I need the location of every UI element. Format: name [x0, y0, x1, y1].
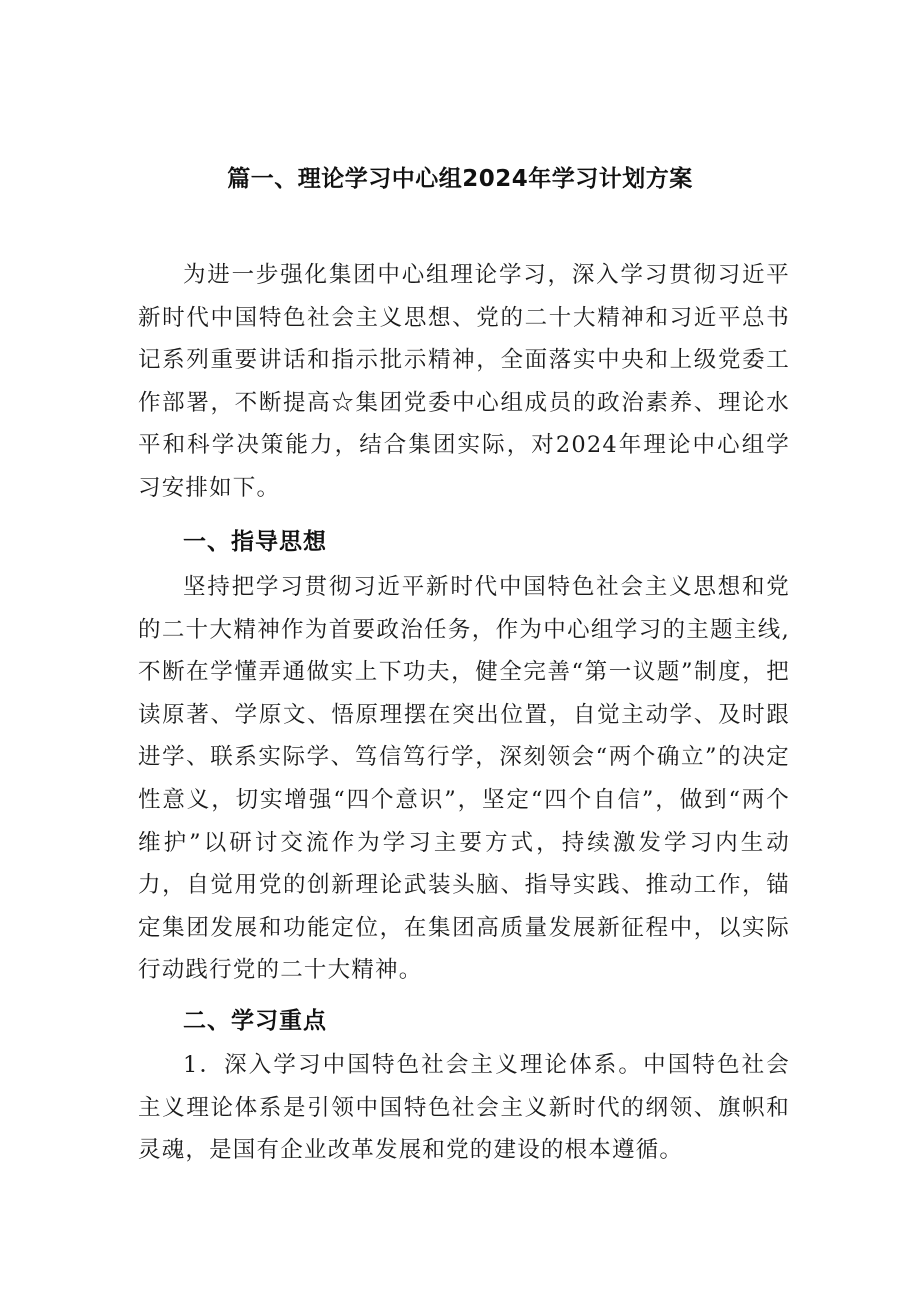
section-heading-study-focus: 二、学习重点 [183, 1008, 327, 1034]
document-title: 篇一、理论学习中心组2024年学习计划方案 [227, 166, 693, 192]
section-paragraph-guiding-ideology: 坚持把学习贯彻习近平新时代中国特色社会主义思想和党的二十大精神作为首要政治任务，作为中心组学习的主题主线,不断在学懂弄通做实上下功夫，健全完善“第一议题”制度，把读原著、学原文、悟原理摆在突出位置，自觉主动学、及时跟进学、联系实际学、笃信笃行学，深刻领会“两个确立”的决定性意义，切实增强“四个意识”，坚定“四个自信”，做到“两个维护”以研讨交流作为学习主要方式，持续激发学习内生动力，自觉用党的创新理论武装头脑、指导实践、推动工作，锚定集团发展和功能定位，在集团高质量发展新征程中，以实际行动践行党的二十大精神。 [138, 574, 790, 984]
section-paragraph-study-focus: 1．深入学习中国特色社会主义理论体系。中国特色社会主义理论体系是引领中国特色社会主义新时代的纲领、旗帜和灵魂，是国有企业改革发展和党的建设的根本遵循。 [138, 1052, 790, 1164]
intro-paragraph: 为进一步强化集团中心组理论学习，深入学习贯彻习近平新时代中国特色社会主义思想、党的二十大精神和习近平总书记系列重要讲话和指示批示精神，全面落实中央和上级党委工作部署，不断提高☆集团党委中心组成员的政治素养、理论水平和科学决策能力，结合集团实际，对2024年理论中心组学习安排如下。 [138, 262, 790, 501]
section-heading-guiding-ideology: 一、指导思想 [183, 529, 327, 555]
